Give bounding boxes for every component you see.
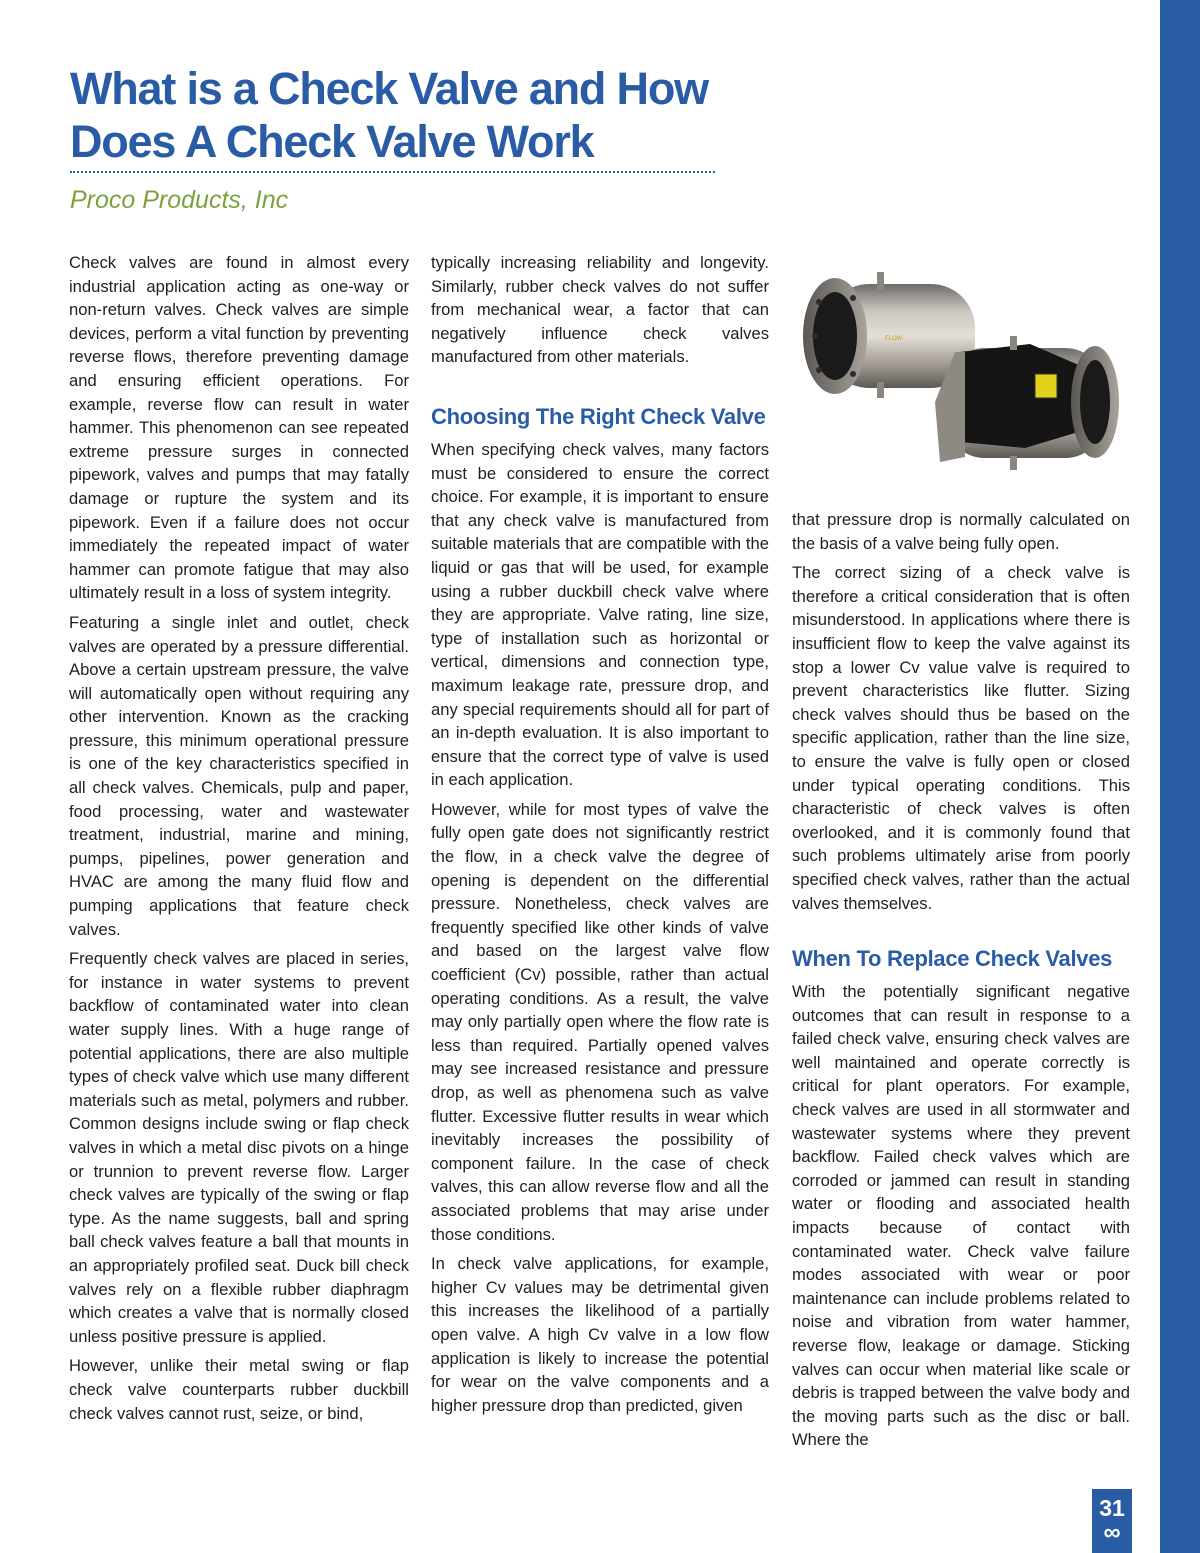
column-3 xyxy=(792,508,1130,1458)
page-number-badge xyxy=(1092,1489,1132,1553)
paragraph: that pressure drop is normally calculated on the basis of a valve being fully open. xyxy=(792,510,1130,553)
paragraph: Check valves are found in almost every industrial application acting as one-way or non-return valves. Check valves are simple devices, perform a vital function by preventing reverse flows, therefore preventing damage and ensuring efficient operations. For example, reverse flow can result in water hammer. This phenomenon can see repeated extreme pressure surges in connected pipework, valves and pumps that may fatally damage or rupture the system and its pipework. Even if a failure does not occur immediately the repeated impact of water hammer can promote fatigue that may also ultimately result in a loss of system integrity. xyxy=(69,253,409,603)
paragraph: With the potentially significant negative outcomes that can result in response to a failed check valve, ensuring check valves are well maintained and operate correctly is critical for plant operators. For example, check valves are used in all stormwater and wastewater systems where they prevent backflow. Failed check valves which are corroded or jammed can result in standing water or flooding and associated health impacts because of contact with contaminated water. Check valve failure modes associated with wear or poor maintenance can include problems related to noise and vibration from water hammer, reverse flow, leakage or damage. Sticking valves can occur when material like scale or debris is trapped between the valve body and the moving parts such as the disc or ball. Where the xyxy=(792,982,1130,1450)
article-title: What is a Check Valve and How Does A Check Valve Work xyxy=(70,63,708,167)
paragraph: In check valve applications, for example, higher Cv values may be detrimental given this increases the likelihood of a partially open valve. A high Cv valve in a low flow application is likely to increase the potential for wear on the valve components and a higher pressure drop than predicted, given xyxy=(431,1254,769,1415)
svg-text:FLOW: FLOW xyxy=(885,336,903,342)
paragraph: typically increasing reliability and longevity. Similarly, rubber check valves do not suffer from mechanical wear, a factor that can negatively influence check valves manufactured from other materials. xyxy=(431,253,769,367)
check-valve-photo-icon xyxy=(795,252,1130,497)
section-heading-replace: When To Replace Check Valves xyxy=(792,946,1113,972)
paragraph: When specifying check valves, many factors must be considered to ensure the correct choice. For example, it is important to ensure that any check valve is manufactured from suitable materials that are compatible with the liquid or gas that will be used, for example using a rubber duckbill check valve where they are appropriate. Valve rating, line size, type of installation such as horizontal or vertical, dimensions and connection type, maximum leakage rate, pressure drop, and any special requirements should all for part of an in-depth evaluation. It is also important to ensure that the correct type of valve is used in each application. xyxy=(431,439,769,790)
paragraph: However, while for most types of valve the fully open gate does not significantly restrict the flow, in a check valve the degree of opening is dependent on the differential pressure. Nonetheless, check valves are frequently specified like other kinds of valve and based on the largest valve flow coefficient (Cv) possible, rather than actual operating conditions. As a result, the valve may only partially open where the flow rate is less than required. Partially opened valves may see increased resistance and pressure drop, as well as phenomena such as valve flutter. Excessive flutter results in wear which inevitably increases the possibility of component failure. In the case of check valves, this can allow reverse flow and all the associated problems that may arise under those conditions. xyxy=(431,799,769,1244)
page-number: 31 xyxy=(1099,1495,1125,1521)
paragraph: Featuring a single inlet and outlet, check valves are operated by a pressure differential. Above a certain upstream pressure, the valve will automatically open without requiring any other intervention. Known as the cracking pressure, this minimum operational pressure is one of the key characteristics specified in all check valves. Chemicals, pulp and paper, food processing, water and wastewater treatment, industrial, marine and mining, pumps, pipelines, power generation and HVAC are among the many fluid flow and pumping applications that feature check valves. xyxy=(69,612,409,939)
sidebar-band xyxy=(1160,0,1200,1553)
paragraph: The correct sizing of a check valve is therefore a critical consideration that is often misunderstood. In applications where there is insufficient flow to keep the valve against its stop a lower Cv value valve is required to prevent characteristics like flutter. Sizing check valves should thus be based on the specific application, rather than the line size, to ensure the valve is fully open or closed under typical operating conditions. This characteristic of check valves is often overlooked, and it is commonly found that such problems ultimately arise from poorly specified check valves, rather than the actual valves themselves. xyxy=(792,563,1130,913)
column-2 xyxy=(431,251,769,1423)
infinity-icon: ∞ xyxy=(1103,1519,1121,1546)
title-divider xyxy=(70,171,715,173)
article-author: Proco Products, Inc xyxy=(70,186,289,214)
section-heading-choosing: Choosing The Right Check Valve xyxy=(431,403,766,429)
column-1 xyxy=(69,251,409,1431)
paragraph: Frequently check valves are placed in series, for instance in water systems to prevent backflow of contaminated water into clean water supply lines. With a huge range of potential applications, there are also multiple types of check valve which use many different materials such as metal, polymers and rubber. Common designs include swing or flap check valves in which a metal disc pivots on a hinge or trunnion to prevent reverse flow. Larger check valves are typically of the swing or flap type. As the name suggests, ball and spring ball check valves feature a ball that mounts in an appropriately profiled seat. Duck bill check valves rely on a flexible rubber diaphragm which creates a valve that is normally closed unless positive pressure is applied. xyxy=(69,949,409,1346)
paragraph: However, unlike their metal swing or flap check valve counterparts rubber duckbill check valves cannot rust, seize, or bind, xyxy=(69,1356,409,1423)
